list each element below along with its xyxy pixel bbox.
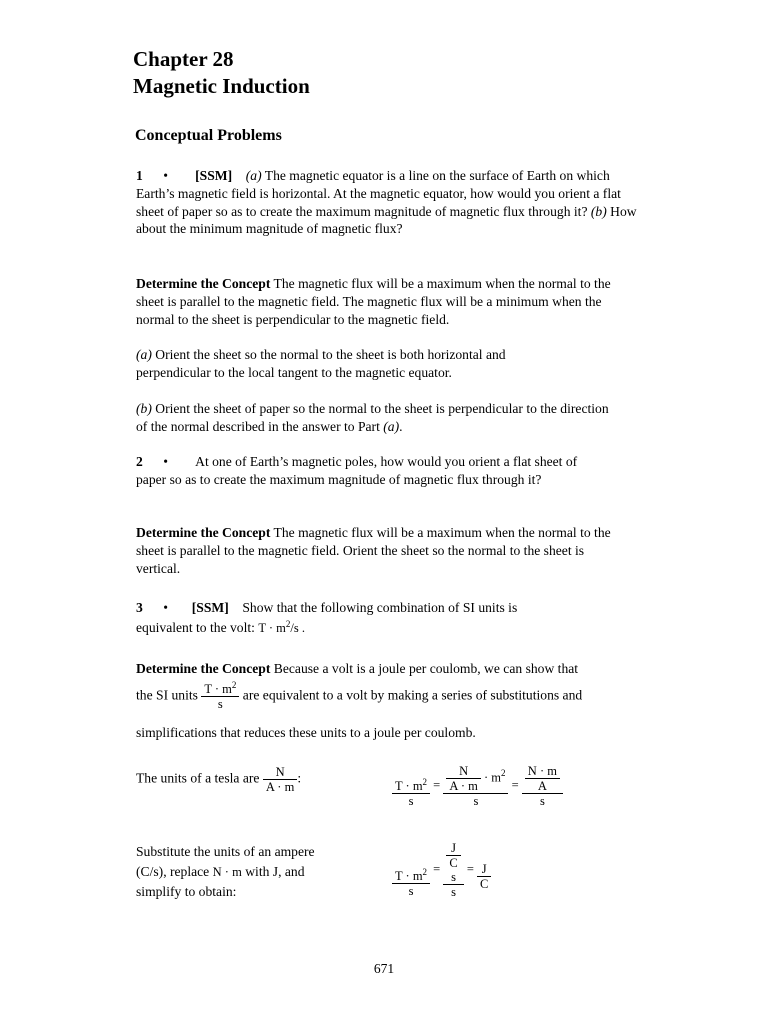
- ssm-tag: [SSM]: [195, 168, 233, 183]
- period: .: [399, 418, 403, 434]
- frac-num: T · m: [395, 778, 423, 793]
- exponent: 2: [231, 679, 237, 690]
- fraction-n-over-am: [446, 764, 480, 793]
- fraction-j-over-c: [446, 841, 460, 870]
- frac-num: T · m: [204, 682, 232, 696]
- fraction-tm2-over-s: [392, 843, 430, 898]
- exponent: 2: [500, 768, 506, 779]
- problem-text: The magnetic equator is a line on the surface of Earth on which Earth’s magnetic field is horizontal. At the magnetic equator, how would you orient a flat sheet of paper so as to create the maximum magnitude of magnetic flux through it?: [136, 168, 621, 219]
- fraction-n-over-am: [263, 765, 297, 794]
- difficulty-bullet: •: [163, 600, 168, 615]
- difficulty-bullet: •: [163, 168, 168, 183]
- part-label: (a): [383, 418, 400, 434]
- solution-heading: Determine the Concept: [136, 661, 271, 676]
- solution-3-line-1: [136, 660, 636, 678]
- frac-den: C: [446, 855, 460, 870]
- frac-den: A · m: [446, 778, 480, 793]
- fraction-nested: [522, 764, 563, 808]
- step-2-equation: [392, 841, 491, 899]
- step-text: (C/s), replace: [136, 864, 210, 879]
- exponent: 2: [285, 618, 291, 629]
- problem-number: 3: [136, 600, 143, 615]
- step-text: Substitute the units of an ampere: [136, 844, 315, 859]
- frac-num: N: [275, 765, 285, 779]
- colon: :: [297, 770, 302, 786]
- problem-text: At one of Earth’s magnetic poles, how would you orient a flat sheet of paper so as to create the maximum magnitude of magnetic flux through it?: [136, 454, 578, 487]
- solution-1-part-a: [136, 346, 566, 382]
- solution-text: Orient the sheet so the normal to the sheet is both horizontal and perpendicular to the local tangent to the magnetic equator.: [136, 347, 506, 380]
- problem-2: [136, 453, 586, 489]
- solution-heading: Determine the Concept: [136, 276, 271, 291]
- solution-3-line-2: [136, 679, 656, 711]
- fraction-tm2-over-s: [201, 679, 239, 711]
- solution-text: Because a volt is a joule per coulomb, we can show that: [273, 661, 579, 676]
- frac-num: N · m: [527, 764, 557, 778]
- part-label: (b): [590, 203, 607, 219]
- chapter-title: Magnetic Induction: [133, 74, 310, 98]
- frac-den: C: [477, 876, 491, 891]
- step-1-equation: [392, 764, 563, 808]
- part-label: (a): [136, 347, 152, 362]
- frac-den: s: [201, 696, 239, 711]
- solution-1-part-b: [136, 400, 611, 436]
- fraction-nested: [443, 841, 463, 899]
- step-1-label: [136, 765, 301, 794]
- equals-sign: =: [511, 777, 519, 792]
- frac-num: T · m: [395, 868, 423, 883]
- problem-1: [136, 167, 638, 238]
- frac-num: J: [451, 841, 456, 855]
- frac-num: s: [451, 870, 456, 884]
- frac-den: s: [443, 884, 463, 899]
- solution-heading: Determine the Concept: [136, 525, 271, 540]
- expr-text: /s .: [290, 621, 305, 635]
- part-label: (a): [245, 168, 262, 183]
- fraction-j-over-c: [477, 850, 491, 891]
- solution-text: The magnetic flux will be a maximum when the normal to the sheet is parallel to the magnetic field. The magnetic flux will be a minimum when the normal to the sheet is perpendicular to the magnetic field.: [136, 276, 611, 327]
- difficulty-bullet: •: [163, 454, 168, 469]
- solution-text: the SI units: [136, 687, 198, 703]
- exponent: 2: [422, 776, 428, 787]
- frac-den: s: [443, 793, 508, 808]
- frac-den: A: [525, 778, 560, 793]
- solution-3-line-3: [136, 724, 636, 742]
- fraction-tm2-over-s: [392, 765, 430, 808]
- frac-den: s: [392, 883, 430, 898]
- problem-number: 1: [136, 168, 143, 183]
- step-2-label: [136, 842, 356, 902]
- solution-text: The magnetic flux will be a maximum when the normal to the sheet is parallel to the magnetic field. Orient the sheet so the normal to the sheet is vertical.: [136, 525, 611, 576]
- equals-sign: =: [433, 861, 441, 876]
- equals-sign: =: [466, 861, 474, 876]
- frac-num: N: [459, 764, 469, 778]
- solution-2: [136, 524, 628, 577]
- step-text: The units of a tesla are: [136, 770, 260, 786]
- solution-text: are equivalent to a volt by making a series of substitutions and: [242, 687, 583, 703]
- expr-text: N · m: [212, 865, 242, 879]
- solution-text: simplifications that reduces these units to a joule per coulomb.: [136, 725, 476, 740]
- frac-den: A · m: [263, 779, 297, 794]
- expr-text: T · m: [258, 621, 286, 635]
- problem-text: Show that the following combination of SI units is equivalent to the volt:: [136, 600, 518, 635]
- problem-3: [136, 598, 576, 638]
- ssm-tag: [SSM]: [191, 600, 229, 615]
- solution-text: Orient the sheet of paper so the normal to the sheet is perpendicular to the direction of the normal described in the answer to Part: [136, 401, 609, 434]
- problem-number: 2: [136, 454, 143, 469]
- step-text: with J, and: [245, 864, 305, 879]
- frac-den: s: [392, 793, 430, 808]
- equals-sign: =: [433, 777, 441, 792]
- fraction-nm-over-a: [525, 764, 560, 793]
- frac-num: J: [481, 861, 487, 876]
- fraction-nested: $\frac{N}{A \cdot m}$ · $m^2$ s: [443, 764, 508, 808]
- solution-1: [136, 275, 634, 328]
- frac-den: s: [522, 793, 563, 808]
- step-text: simplify to obtain:: [136, 884, 237, 899]
- part-label: (b): [136, 401, 152, 416]
- problem-text: How about the minimum magnitude of magnetic flux?: [136, 203, 637, 237]
- section-heading: Conceptual Problems: [135, 127, 282, 144]
- units-expression: [258, 618, 305, 635]
- page-number: 671: [373, 961, 395, 976]
- exponent: 2: [422, 866, 428, 877]
- chapter-number: Chapter 28: [133, 47, 234, 71]
